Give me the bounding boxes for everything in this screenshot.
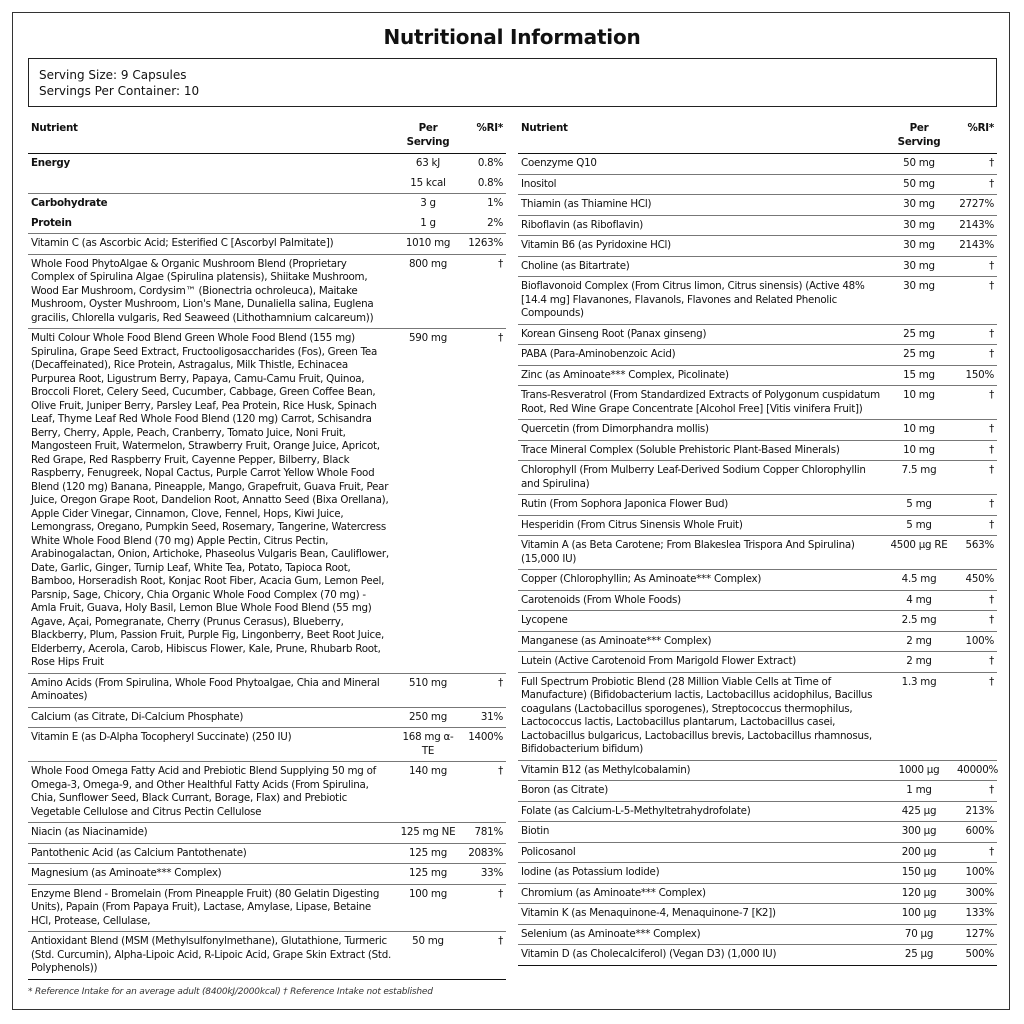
- ri-value: †: [954, 515, 997, 536]
- table-row: [28, 673, 506, 707]
- per-serving-value: 63 kJ: [415, 157, 441, 169]
- per-serving-value: 425 µg: [884, 801, 954, 822]
- table-row: [518, 236, 997, 257]
- nutrient-name: Boron (as Citrate): [518, 781, 884, 802]
- nutrient-name: Biotin: [518, 822, 884, 843]
- nutrient-name: Carotenoids (From Whole Foods): [518, 590, 884, 611]
- nutrient-name: Magnesium (as Aminoate*** Complex): [28, 864, 395, 885]
- nutrient-name: Choline (as Bitartrate): [518, 256, 884, 277]
- ri-value: †: [461, 254, 506, 329]
- table-row: [518, 570, 997, 591]
- ri-value: 133%: [954, 904, 997, 925]
- header-nutrient: Nutrient: [518, 118, 884, 154]
- per-serving-value: 10 mg: [884, 386, 954, 420]
- nutrient-name: Trace Mineral Complex (Soluble Prehistoric Plant-Based Minerals): [518, 440, 884, 461]
- nutrient-name: Vitamin D (as Cholecalciferol) (Vegan D3) (1,000 IU): [518, 945, 884, 966]
- nutrient-name: Zinc (as Aminoate*** Complex, Picolinate): [518, 365, 884, 386]
- table-row: [28, 194, 506, 214]
- ri-value: †: [954, 420, 997, 441]
- ri-value: 2143%: [954, 215, 997, 236]
- ri-value: †: [954, 611, 997, 632]
- ri-value: 0.8%: [461, 174, 506, 194]
- table-row: [28, 707, 506, 728]
- nutrient-name: Carbohydrate: [31, 197, 108, 209]
- ri-value: †: [461, 762, 506, 823]
- ri-value: 563%: [954, 536, 997, 570]
- per-serving-value: 590 mg: [395, 329, 461, 674]
- ri-value: †: [954, 386, 997, 420]
- ri-value: †: [954, 277, 997, 325]
- ri-value: 600%: [954, 822, 997, 843]
- nutrient-name: Coenzyme Q10: [518, 154, 884, 175]
- table-row: [518, 822, 997, 843]
- table-row: [28, 254, 506, 329]
- table-row: [518, 904, 997, 925]
- nutrient-name: Korean Ginseng Root (Panax ginseng): [518, 324, 884, 345]
- table-row: [518, 195, 997, 216]
- table-row: [28, 214, 506, 234]
- table-row: [518, 801, 997, 822]
- ri-value: †: [954, 842, 997, 863]
- table-row: [518, 672, 997, 760]
- per-serving-value: 125 mg: [395, 843, 461, 864]
- nutrient-name: Vitamin A (as Beta Carotene; From Blakeslea Trispora And Spirulina) (15,000 IU): [518, 536, 884, 570]
- table-row: [518, 652, 997, 673]
- ri-value: †: [954, 256, 997, 277]
- table-row: [518, 461, 997, 495]
- per-serving-value: 50 mg: [884, 154, 954, 175]
- ri-value: †: [461, 932, 506, 980]
- ri-value: †: [461, 673, 506, 707]
- nutrient-name: Vitamin E (as D-Alpha Tocopheryl Succinate) (250 IU): [28, 728, 395, 762]
- table-row: [518, 154, 997, 175]
- table-row: [518, 215, 997, 236]
- per-serving-value: 4 mg: [884, 590, 954, 611]
- table-row: [28, 864, 506, 885]
- nutrient-name: Hesperidin (From Citrus Sinensis Whole Fruit): [518, 515, 884, 536]
- per-serving-value: 100 mg: [395, 884, 461, 932]
- table-row: [28, 234, 506, 255]
- table-row: [28, 329, 506, 674]
- nutrient-name: Vitamin C (as Ascorbic Acid; Esterified C [Ascorbyl Palmitate]): [28, 234, 395, 255]
- ri-value: †: [954, 154, 997, 175]
- per-serving-value: 2.5 mg: [884, 611, 954, 632]
- nutrient-name: Pantothenic Acid (as Calcium Pantothenate): [28, 843, 395, 864]
- nutrient-name: Protein: [28, 214, 395, 234]
- ri-value: 0.8%: [477, 157, 503, 169]
- nutrient-table-left: [28, 118, 506, 980]
- nutrient-name: Vitamin K (as Menaquinone-4, Menaquinone-7 [K2]): [518, 904, 884, 925]
- nutrient-name: Enzyme Blend - Bromelain (From Pineapple Fruit) (80 Gelatin Digesting Units), Papain (From Papaya Fruit), Lactase, Amylase, Lipase, Betaine HCl, Protease, Cellulase,: [28, 884, 395, 932]
- table-row: [28, 884, 506, 932]
- per-serving-value: 30 mg: [884, 195, 954, 216]
- ri-value: 450%: [954, 570, 997, 591]
- per-serving-value: 30 mg: [884, 215, 954, 236]
- per-serving-value: 1010 mg: [395, 234, 461, 255]
- table-row: [518, 631, 997, 652]
- per-serving-value: 3 g: [420, 197, 436, 209]
- nutrient-name: Trans-Resveratrol (From Standardized Extracts of Polygonum cuspidatum Root, Red Wine Grape Concentrate [Alcohol Free] [Vitis vinifera Fruit]): [518, 386, 884, 420]
- per-serving-value: 70 µg: [884, 924, 954, 945]
- header-per-serving: Per Serving: [884, 118, 954, 154]
- per-serving-value: 30 mg: [884, 256, 954, 277]
- ri-value: 33%: [461, 864, 506, 885]
- nutrient-name: Bioflavonoid Complex (From Citrus limon, Citrus sinensis) (Active 48% [14.4 mg] Flavanones, Flavanols, Flavones and Related Phenolic Compounds): [518, 277, 884, 325]
- per-serving-value: 50 mg: [395, 932, 461, 980]
- ri-value: 31%: [461, 707, 506, 728]
- serving-size: Serving Size: 9 Capsules: [39, 68, 187, 82]
- nutrient-name: Folate (as Calcium-L-5-Methyltetrahydrofolate): [518, 801, 884, 822]
- per-serving-value: 1.3 mg: [884, 672, 954, 760]
- per-serving-value: 2 mg: [884, 652, 954, 673]
- per-serving-value: 15 mg: [884, 365, 954, 386]
- per-serving-value: 30 mg: [884, 277, 954, 325]
- nutrient-name: Vitamin B12 (as Methylcobalamin): [518, 760, 884, 781]
- ri-value: †: [954, 461, 997, 495]
- table-row: [518, 277, 997, 325]
- per-serving-value: 4.5 mg: [884, 570, 954, 591]
- ri-value: 127%: [954, 924, 997, 945]
- table-row: [28, 154, 506, 174]
- table-row: [28, 932, 506, 980]
- nutrient-name: Calcium (as Citrate, Di-Calcium Phosphate): [28, 707, 395, 728]
- per-serving-value: 250 mg: [395, 707, 461, 728]
- ri-value: 150%: [954, 365, 997, 386]
- per-serving-value: 25 mg: [884, 345, 954, 366]
- nutrient-name: Chlorophyll (From Mulberry Leaf-Derived Sodium Copper Chlorophyllin and Spirulina): [518, 461, 884, 495]
- table-row: [518, 174, 997, 195]
- nutrient-name: Amino Acids (From Spirulina, Whole Food Phytoalgae, Chia and Mineral Aminoates): [28, 673, 395, 707]
- per-serving-value: 150 µg: [884, 863, 954, 884]
- ri-value: †: [954, 174, 997, 195]
- table-row: [518, 781, 997, 802]
- ri-value: 100%: [954, 863, 997, 884]
- ri-value: 2143%: [954, 236, 997, 257]
- nutrient-name: Inositol: [518, 174, 884, 195]
- nutrient-name: Antioxidant Blend (MSM (Methylsulfonylmethane), Glutathione, Turmeric (Std. Curcumin), Alpha-Lipoic Acid, R-Lipoic Acid, Grape Skin Extract (Std. Polyphenols)): [28, 932, 395, 980]
- table-row: [518, 590, 997, 611]
- ri-value: 1400%: [461, 728, 506, 762]
- ri-value: †: [954, 324, 997, 345]
- nutrient-name: Lutein (Active Carotenoid From Marigold Flower Extract): [518, 652, 884, 673]
- header-ri: %RI*: [954, 118, 997, 154]
- servings-per-container: Servings Per Container: 10: [39, 84, 200, 98]
- nutrient-name: Chromium (as Aminoate*** Complex): [518, 883, 884, 904]
- ri-value: 2727%: [954, 195, 997, 216]
- ri-value: †: [461, 329, 506, 674]
- table-row: [28, 174, 506, 194]
- per-serving-value: 510 mg: [395, 673, 461, 707]
- serving-info-box: [28, 58, 997, 107]
- ri-value: 2083%: [461, 843, 506, 864]
- nutrient-name: Energy: [31, 157, 71, 169]
- table-row: [518, 883, 997, 904]
- table-row: [518, 760, 997, 781]
- nutrient-name: Vitamin B6 (as Pyridoxine HCl): [518, 236, 884, 257]
- table-row: [518, 256, 997, 277]
- table-row: [518, 495, 997, 516]
- ri-value: 300%: [954, 883, 997, 904]
- nutrient-name: Riboflavin (as Riboflavin): [518, 215, 884, 236]
- table-header-row: [518, 118, 997, 154]
- nutrient-name: Quercetin (from Dimorphandra mollis): [518, 420, 884, 441]
- table-row: [518, 440, 997, 461]
- ri-value: †: [954, 440, 997, 461]
- header-ri: %RI*: [461, 118, 506, 154]
- ri-value: 2%: [461, 214, 506, 234]
- per-serving-value: 200 µg: [884, 842, 954, 863]
- ri-value: †: [954, 590, 997, 611]
- nutrient-name: Manganese (as Aminoate*** Complex): [518, 631, 884, 652]
- per-serving-value: 30 mg: [884, 236, 954, 257]
- per-serving-value: 5 mg: [884, 495, 954, 516]
- nutrient-name: Multi Colour Whole Food Blend Green Whole Food Blend (155 mg) Spirulina, Grape Seed Extract, Fructooligosaccharides (Fos), Green Tea (Decaffeinated), Rice Protein, Astragalus, Milk Thistle, Echinacea Purpurea Root, Ligustrum Berry, Papaya, Camu-Camu Fruit, Quinoa, Broccoli Floret, Celery Seed, Cucumber, Cabbage, Green Coffee Bean, Olive Fruit, Juniper Berry, Parsley Leaf, Pea Protein, Rice Husk, Spinach Leaf, Thyme Leaf Red Whole Food Blend (120 mg) Carrot, Schisandra Berry, Cherry, Apple, Peach, Cranberry, Tomato Juice, Noni Fruit, Mangosteen Fruit, Watermelon, Strawberry Fruit, Orange Juice, Apricot, Red Grape, Red Raspberry Fruit, Cayenne Pepper, Bilberry, Black Raspberry, Fenugreek, Nopal Cactus, Purple Carrot Yellow Whole Food Blend (120 mg) Banana, Pineapple, Mango, Grapefruit, Guava Fruit, Pear Juice, Oregon Grape Root, Dandelion Root, Annatto Seed (Bixa Orellana), Apple Cider Vinegar, Cinnamon, Clove, Fennel, Hops, Kiwi Juice, Lemongrass, Oregano, Pumpkin Seed, Rosemary, Tangerine, Watercress White Whole Food Blend (70 mg) Apple Pectin, Citrus Pectin, Arabinogalactan, Onion, Artichoke, Phaseolus Vulgaris Bean, Cauliflower, Date, Garlic, Ginger, Turnip Leaf, White Tea, Potato, Tapioca Root, Bamboo, Horseradish Root, Konjac Root Fiber, Acacia Gum, Lemon Peel, Parsnip, Sage, Chicory, Chia Organic Whole Food Complex (70 mg) - Amla Fruit, Guava, Holy Basil, Lemon Blue Whole Food Blend (55 mg) Agave, Açai, Pomegranate, Cherry (Prunus Cerasus), Blueberry, Blackberry, Plum, Passion Fruit, Purple Fig, Lingonberry, Beet Root Juice, Elderberry, Acerola, Carob, Hibiscus Flower, Kale, Prune, Rhubarb Root, Rose Hips Fruit: [28, 329, 395, 674]
- table-row: [28, 823, 506, 844]
- ri-value: †: [954, 652, 997, 673]
- per-serving-value: 120 µg: [884, 883, 954, 904]
- nutrient-name: Selenium (as Aminoate*** Complex): [518, 924, 884, 945]
- nutrient-name: Full Spectrum Probiotic Blend (28 Million Viable Cells at Time of Manufacture) (Bifidobacterium lactis, Lactobacillus acidophilus, Bacillus coagulans (Lactobacillus sporogenes), Streptococcus thermophilus, Lactococcus lactis, Lactobacillus plantarum, Lactobacillus casei, Lactobacillus bulgaricus, Lactobacillus brevis, Lactobacillus rhamnosus, Bifidobacterium bifidum): [518, 672, 884, 760]
- nutrient-name: Niacin (as Niacinamide): [28, 823, 395, 844]
- table-row: [518, 386, 997, 420]
- per-serving-value: 50 mg: [884, 174, 954, 195]
- per-serving-value: 125 mg: [395, 864, 461, 885]
- table-row: [518, 945, 997, 966]
- nutrient-name: Iodine (as Potassium Iodide): [518, 863, 884, 884]
- per-serving-value: 25 µg: [884, 945, 954, 966]
- per-serving-value: 1 mg: [884, 781, 954, 802]
- header-per-serving: Per Serving: [395, 118, 461, 154]
- nutrient-name: Whole Food PhytoAlgae & Organic Mushroom Blend (Proprietary Complex of Spirulina Algae (Spirulina platensis), Shiitake Mushroom, Wood Ear Mushroom, Cordysim™ (Bionectria ochroleuca), Maitake Mushroom, Oyster Mushroom, Lion's Mane, Dunaliella salina, Euglena gracilis, Chlorella vulgaris, Red Seaweed (Lithothamnium calcareum)): [28, 254, 395, 329]
- nutrient-name: [28, 174, 395, 194]
- ri-value: 40000%: [954, 760, 997, 781]
- nutrient-name: Copper (Chlorophyllin; As Aminoate*** Complex): [518, 570, 884, 591]
- per-serving-value: 7.5 mg: [884, 461, 954, 495]
- per-serving-value: 10 mg: [884, 420, 954, 441]
- table-row: [28, 843, 506, 864]
- ri-value: †: [954, 672, 997, 760]
- per-serving-value: 1 g: [395, 214, 461, 234]
- nutrient-name: Whole Food Omega Fatty Acid and Prebiotic Blend Supplying 50 mg of Omega-3, Omega-9, and Other Healthful Fatty Acids (From Spirulina, Chia, Sunflower Seed, Black Currant, Borage, Flax) and Prebiotic Vegetable Cellulose and Citrus Pectin Cellulose: [28, 762, 395, 823]
- ri-value: †: [954, 495, 997, 516]
- table-row: [518, 515, 997, 536]
- table-row: [518, 842, 997, 863]
- per-serving-value: 25 mg: [884, 324, 954, 345]
- ri-value: 213%: [954, 801, 997, 822]
- nutrient-name: Policosanol: [518, 842, 884, 863]
- table-row: [518, 536, 997, 570]
- nutrient-table-right: [518, 118, 997, 966]
- per-serving-value: 5 mg: [884, 515, 954, 536]
- table-row: [518, 924, 997, 945]
- per-serving-value: 10 mg: [884, 440, 954, 461]
- per-serving-value: 1000 µg: [884, 760, 954, 781]
- nutrient-name: Thiamin (as Thiamine HCl): [518, 195, 884, 216]
- ri-value: 100%: [954, 631, 997, 652]
- page-title: Nutritional Information: [383, 25, 641, 49]
- nutrient-name: Lycopene: [518, 611, 884, 632]
- per-serving-value: 125 mg NE: [395, 823, 461, 844]
- table-row: [518, 611, 997, 632]
- per-serving-value: 300 µg: [884, 822, 954, 843]
- per-serving-value: 100 µg: [884, 904, 954, 925]
- ri-value: †: [954, 345, 997, 366]
- nutrient-name: PABA (Para-Aminobenzoic Acid): [518, 345, 884, 366]
- table-header-row: [28, 118, 506, 154]
- ri-value: 1263%: [461, 234, 506, 255]
- table-row: [28, 728, 506, 762]
- table-row: [518, 324, 997, 345]
- nutrient-name: Rutin (From Sophora Japonica Flower Bud): [518, 495, 884, 516]
- ri-value: 781%: [461, 823, 506, 844]
- ri-value: 1%: [487, 197, 503, 209]
- table-row: [518, 345, 997, 366]
- table-row: [518, 365, 997, 386]
- per-serving-value: 15 kcal: [395, 174, 461, 194]
- table-row: [28, 762, 506, 823]
- per-serving-value: 4500 µg RE: [884, 536, 954, 570]
- header-nutrient: Nutrient: [28, 118, 395, 154]
- ri-value: 500%: [954, 945, 997, 966]
- per-serving-value: 140 mg: [395, 762, 461, 823]
- table-row: [518, 863, 997, 884]
- table-row: [518, 420, 997, 441]
- per-serving-value: 2 mg: [884, 631, 954, 652]
- footnote: * Reference Intake for an average adult (8400kJ/2000kcal) † Reference Intake not established: [28, 987, 433, 997]
- ri-value: †: [461, 884, 506, 932]
- per-serving-value: 800 mg: [395, 254, 461, 329]
- ri-value: †: [954, 781, 997, 802]
- per-serving-value: 168 mg α-TE: [395, 728, 461, 762]
